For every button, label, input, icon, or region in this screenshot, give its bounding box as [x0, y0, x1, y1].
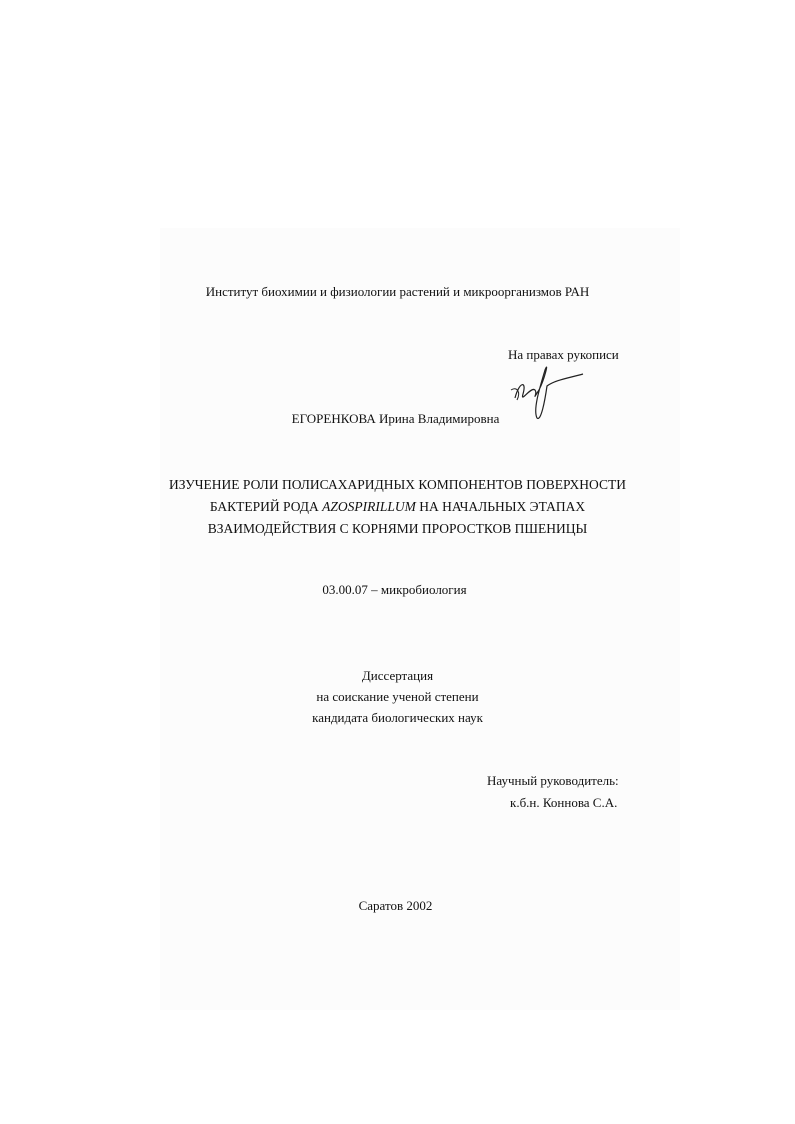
title-line-3: ВЗАИМОДЕЙСТВИЯ С КОРНЯМИ ПРОРОСТКОВ ПШЕНИЦЫ [207, 521, 588, 536]
institute-name: Институт биохимии и физиологии растений и микроорганизмов РАН [205, 284, 590, 299]
degree-line-2: на соискание ученой степени [316, 689, 479, 704]
degree-line-1: Диссертация [361, 668, 434, 683]
title-text: НА НАЧАЛЬНЫХ ЭТАПАХ [415, 499, 586, 514]
manuscript-note: На правах рукописи [508, 347, 619, 362]
specialty: 03.00.07 – микробиология [322, 582, 467, 597]
author-name: ЕГОРЕНКОВА Ирина Владимировна [291, 411, 500, 426]
scanned-page [160, 228, 680, 1010]
title-line-2 [0, 496, 795, 518]
genus-name: AZOSPIRILLUM [322, 499, 416, 514]
place-year: Саратов 2002 [358, 898, 433, 913]
title-text: БАКТЕРИЙ РОДА [209, 499, 323, 514]
supervisor-label: Научный руководитель: [487, 773, 619, 788]
supervisor-name: к.б.н. Коннова С.А. [510, 795, 618, 810]
title-line-1: ИЗУЧЕНИЕ РОЛИ ПОЛИСАХАРИДНЫХ КОМПОНЕНТОВ ПОВЕРХНОСТИ [169, 477, 626, 492]
degree-line-3: кандидата биологических наук [312, 710, 483, 725]
